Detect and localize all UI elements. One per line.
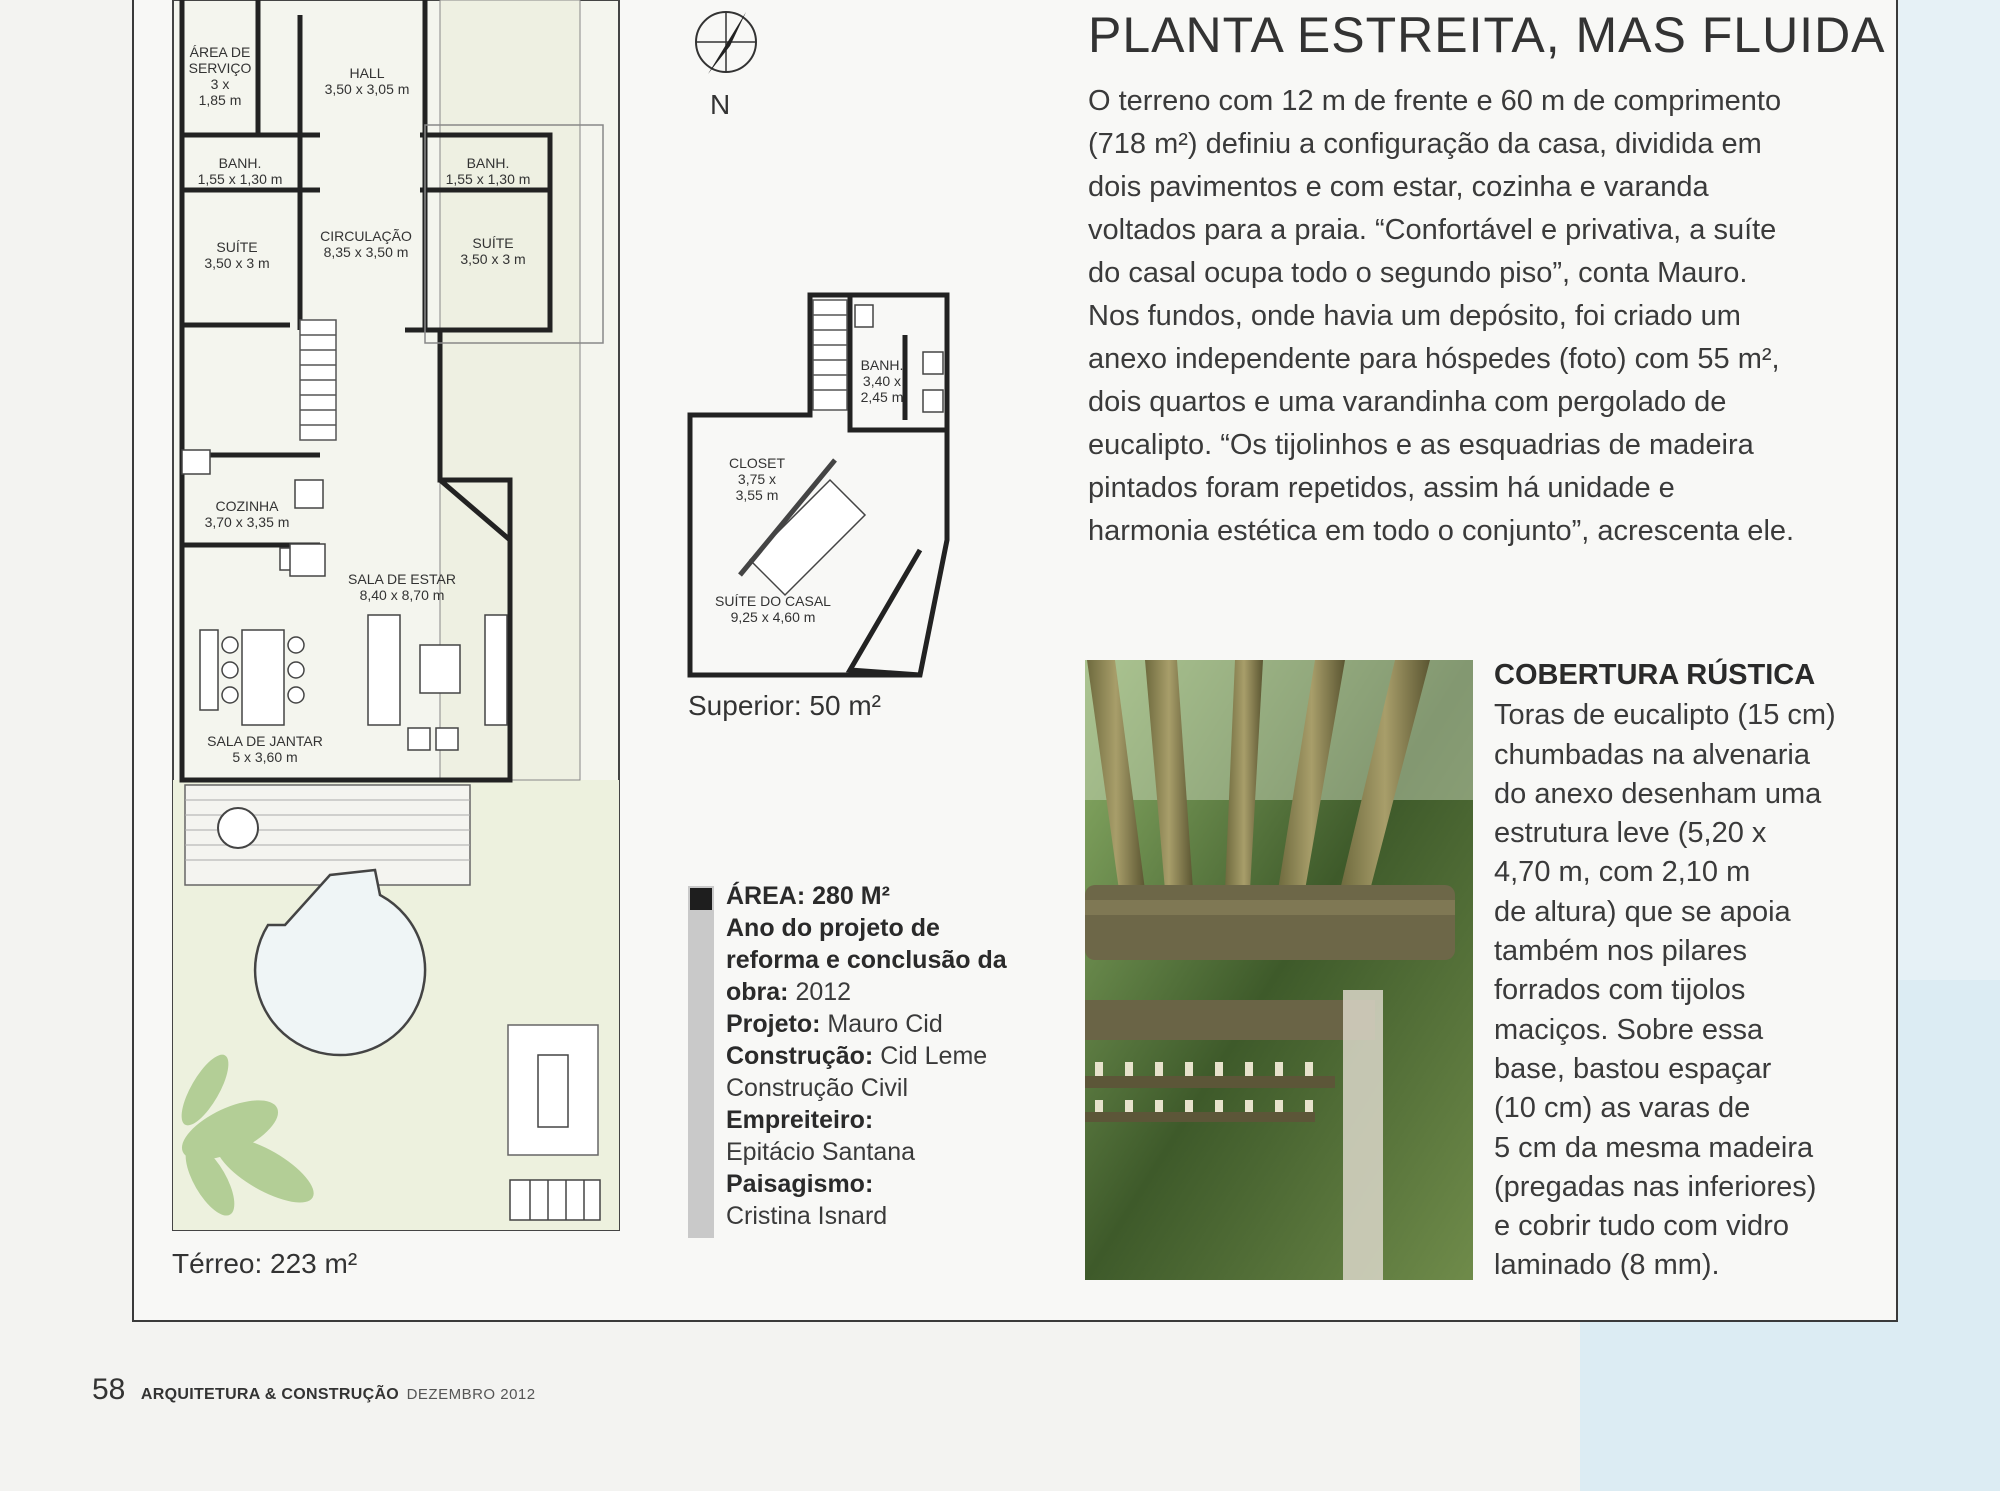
body-line: (718 m²) definiu a configuração da casa, dividida em — [1088, 128, 1762, 160]
label-sala-jantar-dim: 5 x 3,60 m — [232, 749, 298, 765]
body-line: Nos fundos, onde havia um depósito, foi criado um — [1088, 300, 1741, 332]
ground-floor-drawing — [170, 0, 630, 1235]
label-closet-2: 3,75 x — [737, 471, 777, 487]
label-upper-banh: BANH. — [860, 357, 904, 373]
body-line: anexo independente para hóspedes (foto) com 55 m², — [1088, 343, 1780, 375]
label-area-servico: ÁREA DE — [189, 44, 251, 60]
label-banh-right: BANH. — [466, 155, 510, 171]
body-line: harmonia estética em todo o conjunto”, acrescenta ele. — [1088, 515, 1795, 547]
label-suite-right: SUÍTE — [472, 235, 514, 251]
label-area-servico-4: 1,85 m — [198, 92, 242, 108]
info-construcao-value: Cid Leme Construção Civil — [726, 1042, 988, 1102]
sidebar-line: estrutura leve (5,20 x — [1494, 817, 1767, 850]
label-closet: CLOSET — [728, 455, 786, 471]
label-banh-right-dim: 1,55 x 1,30 m — [445, 171, 531, 187]
info-marker — [690, 888, 712, 910]
label-sala-estar: SALA DE ESTAR — [348, 571, 456, 587]
body-line: do casal ocupa todo o segundo piso”, conta Mauro. — [1088, 257, 1748, 289]
info-text — [726, 880, 1026, 1232]
info-area: ÁREA: 280 M² — [726, 882, 890, 910]
sidebar-line: (10 cm) as varas de — [1494, 1092, 1751, 1125]
page-number: 58 — [92, 1373, 126, 1406]
north-compass — [690, 4, 770, 124]
label-suite-left-dim: 3,50 x 3 m — [204, 255, 270, 271]
label-circulacao-dim: 8,35 x 3,50 m — [323, 244, 409, 260]
sidebar-line: laminado (8 mm). — [1494, 1249, 1720, 1282]
sidebar-line: e cobrir tudo com vidro — [1494, 1210, 1789, 1243]
upper-stairs — [813, 300, 847, 410]
page-footer — [92, 1373, 536, 1407]
label-circulacao: CIRCULAÇÃO — [320, 228, 412, 244]
label-suite-casal: SUÍTE DO CASAL — [715, 593, 831, 609]
label-suite-left: SUÍTE — [216, 239, 258, 255]
body-line: eucalipto. “Os tijolinhos e as esquadrias de madeira — [1088, 429, 1754, 461]
deck-table — [218, 808, 258, 848]
upper-floor-drawing — [685, 290, 955, 680]
article-body — [1088, 80, 1848, 553]
sidebar-line: forrados com tijolos — [1494, 974, 1746, 1007]
sidebar-line: 5 cm da mesma madeira — [1494, 1131, 1814, 1164]
magazine-name: ARQUITETURA & CONSTRUÇÃO — [140, 1386, 400, 1403]
compass-icon — [690, 4, 770, 119]
label-banh-left-dim: 1,55 x 1,30 m — [197, 171, 283, 187]
label-sala-jantar: SALA DE JANTAR — [207, 733, 323, 749]
body-line: pintados foram repetidos, assim há unidade e — [1088, 472, 1675, 504]
info-paisagismo-label: Paisagismo: — [726, 1170, 874, 1198]
pergola-photo — [1085, 660, 1473, 1280]
sidebar-cobertura — [1494, 656, 1874, 1286]
label-hall: HALL — [349, 65, 385, 81]
label-area-servico-2: SERVIÇO — [188, 60, 252, 76]
label-closet-3: 3,55 m — [735, 487, 779, 503]
label-upper-banh-2: 3,40 x — [862, 373, 902, 389]
body-line: O terreno com 12 m de frente e 60 m de comprimento — [1088, 85, 1782, 117]
info-projeto-value: Mauro Cid — [827, 1010, 943, 1038]
sidebar-line: 4,70 m, com 2,10 m — [1494, 856, 1751, 889]
label-hall-dim: 3,50 x 3,05 m — [324, 81, 410, 97]
sidebar-line: (pregadas nas inferiores) — [1494, 1170, 1817, 1203]
label-cozinha: COZINHA — [215, 498, 279, 514]
ground-floor-plan — [170, 0, 630, 1235]
sidebar-line: também nos pilares — [1494, 935, 1748, 968]
label-cozinha-dim: 3,70 x 3,35 m — [204, 514, 290, 530]
label-banh-left: BANH. — [218, 155, 262, 171]
sidebar-line: chumbadas na alvenaria — [1494, 738, 1810, 771]
info-projeto-label: Projeto: — [726, 1010, 821, 1038]
issue-date: DEZEMBRO 2012 — [406, 1386, 536, 1403]
ground-stairs — [300, 320, 336, 440]
info-empreiteiro-label: Empreiteiro: — [726, 1106, 874, 1134]
sidebar-line: de altura) que se apoia — [1494, 895, 1791, 928]
info-bar — [688, 886, 714, 1238]
sidebar-line: base, bastou espaçar — [1494, 1052, 1772, 1085]
label-area-servico-3: 3 x — [210, 76, 230, 92]
label-upper-banh-3: 2,45 m — [860, 389, 904, 405]
info-construcao-label: Construção: — [726, 1042, 874, 1070]
outdoor-table — [538, 1055, 568, 1127]
info-ano-value: 2012 — [795, 978, 852, 1006]
label-suite-casal-dim: 9,25 x 4,60 m — [730, 609, 816, 625]
info-empreiteiro-value: Epitácio Santana — [726, 1138, 916, 1166]
body-line: dois quartos e uma varandinha com pergolado de — [1088, 386, 1727, 418]
upper-floor-caption: Superior: 50 m² — [688, 690, 881, 721]
label-suite-right-dim: 3,50 x 3 m — [460, 251, 526, 267]
upper-floor-plan — [685, 290, 955, 680]
label-sala-estar-dim: 8,40 x 8,70 m — [359, 587, 445, 603]
sidebar-heading: COBERTURA RÚSTICA — [1494, 659, 1816, 691]
entry-steps — [510, 1180, 600, 1220]
info-ano-label: Ano do projeto de reforma e conclusão da obra: — [726, 914, 1007, 1006]
info-paisagismo-value: Cristina Isnard — [726, 1202, 888, 1230]
sidebar-line: maciços. Sobre essa — [1494, 1013, 1764, 1046]
pergola-image — [1085, 660, 1473, 1280]
sidebar-line: do anexo desenham uma — [1494, 777, 1822, 810]
ground-floor-caption: Térreo: 223 m² — [172, 1248, 358, 1279]
body-line: voltados para a praia. “Confortável e privativa, a suíte — [1088, 214, 1777, 246]
compass-label: N — [710, 89, 731, 119]
article-title: PLANTA ESTREITA, MAS FLUIDA — [1088, 7, 1886, 63]
body-line: dois pavimentos e com estar, cozinha e varanda — [1088, 171, 1709, 203]
sidebar-line: Toras de eucalipto (15 cm) — [1494, 699, 1836, 732]
